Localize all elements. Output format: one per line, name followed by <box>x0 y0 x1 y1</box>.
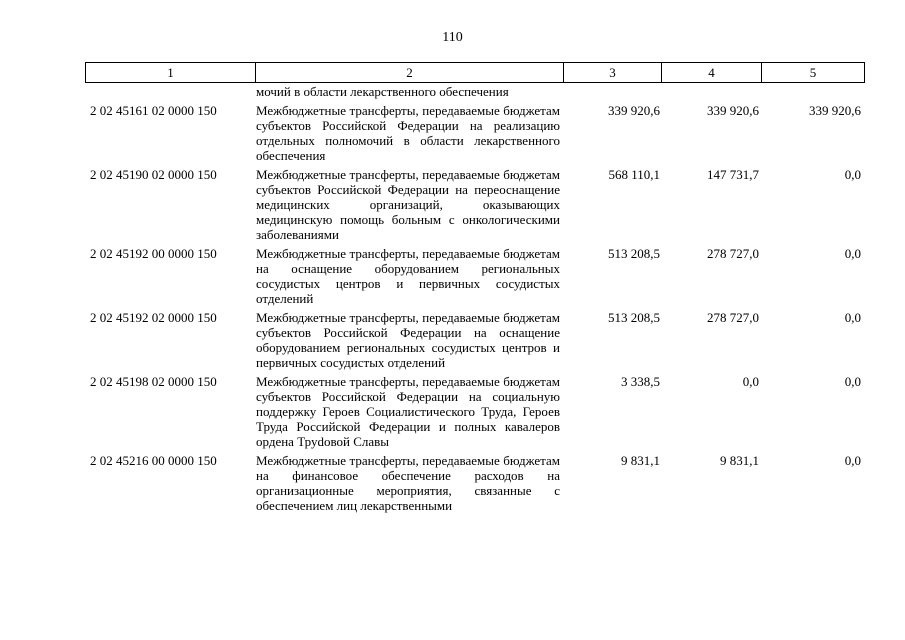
column-header-2: 2 <box>256 63 564 83</box>
column-header-1: 1 <box>86 63 256 83</box>
column-header-table <box>85 62 865 83</box>
page-number: 110 <box>442 30 463 45</box>
value-col-5: 0,0 <box>844 167 861 182</box>
table-row <box>85 310 866 370</box>
table-row <box>85 167 866 242</box>
value-col-4: 278 727,0 <box>707 310 759 325</box>
value-col-3: 568 110,1 <box>608 167 660 182</box>
table-row <box>85 246 866 306</box>
row-description: Межбюджетные трансферты, передаваемые бюджетам субъектов Российской Федерации на переоснащение медицинских организаций, оказывающих медицинскую помощь больным с онкологическими заболеваниями <box>256 167 560 242</box>
row-description: Межбюджетные трансферты, передаваемые бюджетам субъектов Российской Федерации на оснащение оборудованием региональных сосудистых центров и первичных сосудистых отделений <box>256 310 560 370</box>
budget-code: 2 02 45192 00 0000 150 <box>90 246 217 261</box>
budget-code: 2 02 45190 02 0000 150 <box>90 167 217 182</box>
value-col-4: 147 731,7 <box>707 167 759 182</box>
value-col-4: 9 831,1 <box>720 453 759 468</box>
value-col-4: 339 920,6 <box>707 103 759 118</box>
continuation-text: мочий в области лекарственного обеспечения <box>256 84 509 99</box>
row-description: Межбюджетные трансферты, передаваемые бюджетам субъектов Российской Федерации на реализацию отдельных полномочий в области лекарственного обеспечения <box>256 103 560 163</box>
column-header-5: 5 <box>762 63 865 83</box>
budget-rows <box>85 84 866 513</box>
budget-code: 2 02 45216 00 0000 150 <box>90 453 217 468</box>
table-row <box>85 453 866 513</box>
value-col-3: 3 338,5 <box>621 374 660 389</box>
value-col-5: 0,0 <box>844 374 861 389</box>
table-row <box>85 103 866 163</box>
value-col-5: 0,0 <box>844 310 861 325</box>
value-col-3: 339 920,6 <box>608 103 660 118</box>
budget-code: 2 02 45192 02 0000 150 <box>90 310 217 325</box>
value-col-5: 0,0 <box>844 246 861 261</box>
column-header-row <box>86 63 865 83</box>
value-col-3: 9 831,1 <box>621 453 660 468</box>
table-row <box>85 374 866 449</box>
row-description: Межбюджетные трансферты, передаваемые бюджетам субъектов Российской Федерации на социальную поддержку Героев Социалистического Труда, Героев Труда Российской Федерации и полных кавалеров ордена Труdовой Славы <box>256 374 560 449</box>
value-col-4: 0,0 <box>742 374 759 389</box>
column-header-3: 3 <box>564 63 662 83</box>
row-description: Межбюджетные трансферты, передаваемые бюджетам на оснащение оборудованием региональных сосудистых центров и первичных сосудистых отделений <box>256 246 560 306</box>
column-header-4: 4 <box>662 63 762 83</box>
value-col-3: 513 208,5 <box>608 246 660 261</box>
value-col-4: 278 727,0 <box>707 246 759 261</box>
value-col-3: 513 208,5 <box>608 310 660 325</box>
value-col-5: 0,0 <box>844 453 861 468</box>
value-col-5: 339 920,6 <box>809 103 861 118</box>
row-description: Межбюджетные трансферты, передаваемые бюджетам на финансовое обеспечение расходов на организационные мероприятия, связанные с обеспечением лиц лекарственными <box>256 453 560 513</box>
budget-code: 2 02 45161 02 0000 150 <box>90 103 217 118</box>
budget-code: 2 02 45198 02 0000 150 <box>90 374 217 389</box>
